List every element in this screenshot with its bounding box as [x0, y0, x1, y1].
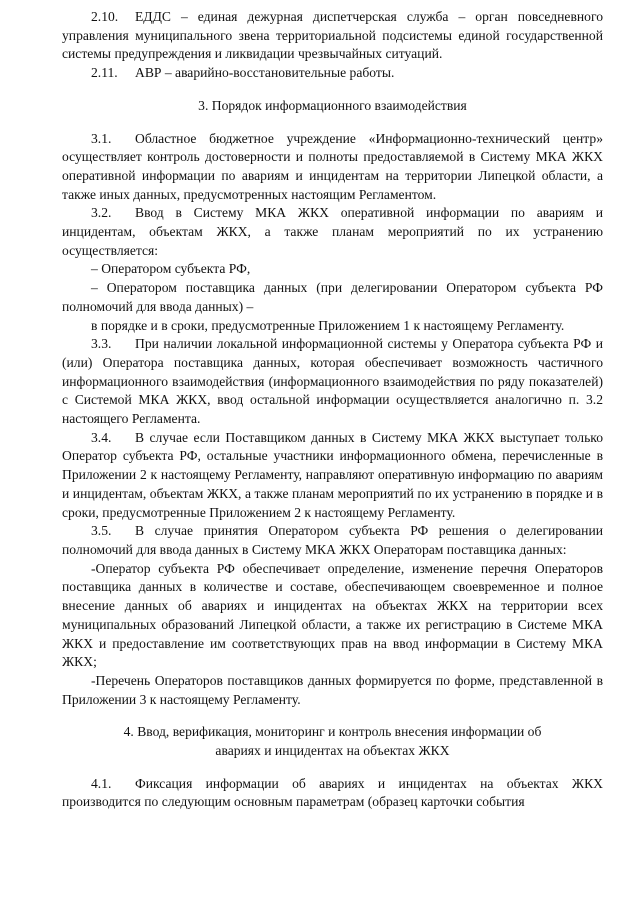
paragraph-3-3	[62, 335, 603, 429]
item-number: 3.5.	[91, 523, 112, 539]
item-text: При наличии локальной информационной системы у Оператора субъекта РФ и (или) Оператора поставщика данных, которая обеспечивает возможность частичного информационного взаимодействия (информационного взаимодействия по ряду показателей) с Системой МКА ЖКХ, ввод остальной информации осуществляется аналогично п. 3.2 настоящего Регламента.	[62, 336, 603, 427]
list-item: – Оператором поставщика данных (при делегировании Оператором субъекта РФ полномочий для ввода данных) –	[62, 280, 603, 314]
section-4-title	[62, 723, 603, 760]
item-text: В случае если Поставщиком данных в Систему МКА ЖКХ выступает только Оператор субъекта РФ, остальные участники информационного обмена, перечисленные в Приложении 2 к настоящему Регламенту, направляют оперативную информацию по авариям и инцидентам, объектам ЖКХ, а также планам мероприятий по их устранению в порядке и в сроки, предусмотренные Приложением 2 к настоящему Регламенту.	[62, 429, 603, 520]
paragraph-2-10	[62, 8, 603, 64]
list-item: -Оператор субъекта РФ обеспечивает определение, изменение перечня Операторов поставщика данных в количестве и составе, обеспечивающем своевременное и полное внесение данных об авариях и инцидентах на объектах ЖКХ на территории всех муниципальных образований Липецкой области, а также их регистрацию в Системе МКА ЖКХ и предоставление им соответствующих прав на ввод информации в Систему МКА ЖКХ;	[62, 560, 603, 670]
item-text: Областное бюджетное учреждение «Информационно-технический центр» осуществляет контроль достоверности и полноты предоставляемой в Систему МКА ЖКХ оперативной информации по авариям и инцидентам на территории Липецкой области, а также иных данных, предусмотренных настоящим Регламентом.	[62, 130, 603, 202]
item-text: ЕДДС – единая дежурная диспетчерская служба – орган повседневного управления муниципального звена территориальной подсистемы единой государственной системы предупреждения и ликвидации чрезвычайных ситуаций.	[62, 9, 603, 62]
paragraph-3-2-tail: в порядке и в сроки, предусмотренные Приложением 1 к настоящему Регламенту.	[91, 317, 565, 333]
item-number: 3.1.	[91, 130, 112, 146]
item-text: Ввод в Систему МКА ЖКХ оперативной информации по авариям и инцидентам, объектам ЖКХ, а также планам мероприятий по их устранению осуществляется:	[62, 205, 603, 258]
paragraph-4-1	[62, 775, 603, 812]
item-text: В случае принятия Оператором субъекта РФ решения о делегировании полномочий для ввода данных в Систему МКА ЖКХ Операторам поставщика данных:	[62, 523, 603, 557]
list-item: -Перечень Операторов поставщиков данных формируется по форме, представленной в Приложении 3 к настоящему Регламенту.	[62, 672, 603, 707]
item-number: 3.3.	[91, 336, 112, 352]
item-text: АВР – аварийно-восстановительные работы.	[135, 65, 395, 81]
section-4-title-line2: авариях и инцидентах на объектах ЖКХ	[215, 743, 450, 759]
item-text: Фиксация информации об авариях и инцидентах на объектах ЖКХ производится по следующим основным параметрам (образец карточки события	[62, 775, 603, 810]
paragraph-3-5	[62, 522, 603, 559]
item-number: 4.1.	[91, 775, 112, 791]
paragraph-3-2	[62, 204, 603, 260]
paragraph-2-11	[62, 64, 603, 83]
item-number: 3.2.	[91, 205, 112, 221]
item-number: 2.11.	[91, 65, 118, 81]
document-page	[62, 8, 603, 812]
section-3-title: 3. Порядок информационного взаимодействия	[198, 97, 467, 113]
item-number: 2.10.	[91, 9, 119, 24]
item-number: 3.4.	[91, 429, 112, 445]
paragraph-3-1	[62, 130, 603, 205]
section-4-title-line1: 4. Ввод, верификация, мониторинг и контроль внесения информации об	[123, 724, 542, 740]
list-item: – Оператором субъекта РФ,	[91, 261, 251, 277]
paragraph-3-4	[62, 429, 603, 523]
